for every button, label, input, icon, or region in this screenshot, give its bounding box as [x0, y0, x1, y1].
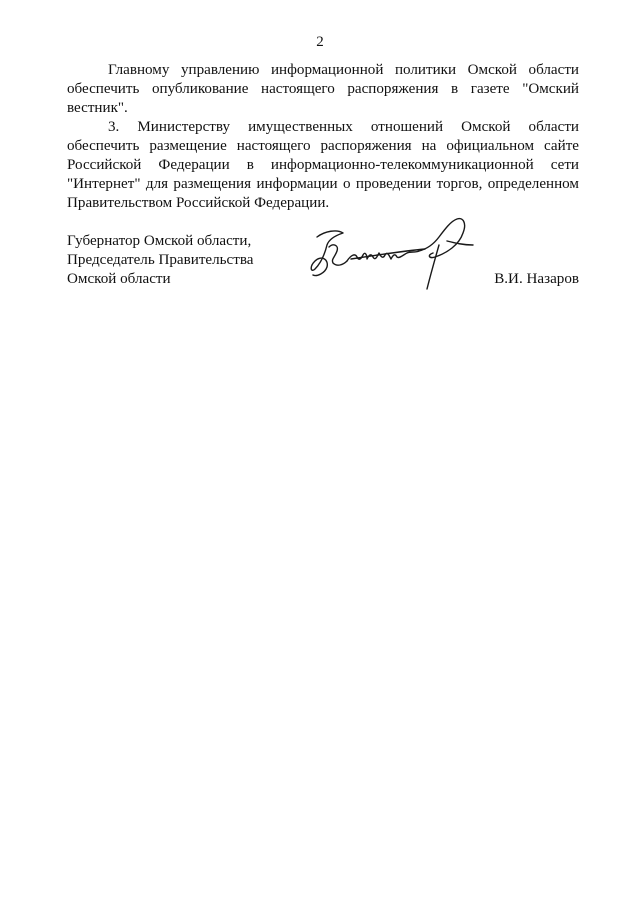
handwritten-signature-icon — [307, 215, 479, 293]
signer-position-line: Губернатор Омской области, — [67, 233, 252, 249]
document-body — [67, 61, 579, 213]
signer-name: В.И. Назаров — [494, 271, 579, 287]
paragraph-item-3: 3. Министерству имущественных отношений Омской области обеспечить размещение настоящего распоряжения на официальном сайте Российской Федерации в информационно-телекоммуникационной сети "Интернет" для размещения информации о проведении торгов, определенном Правительством Российской Федерации. — [67, 119, 579, 211]
signer-position-line: Председатель Правительства — [67, 252, 254, 268]
page-number: 2 — [316, 34, 324, 50]
signer-position-line: Омской области — [67, 271, 171, 287]
signer-position — [67, 232, 287, 289]
signature-block — [67, 232, 579, 292]
paragraph-publication: Главному управлению информационной политики Омской области обеспечить опубликование настоящего распоряжения в газете "Омский вестник". — [67, 62, 579, 116]
